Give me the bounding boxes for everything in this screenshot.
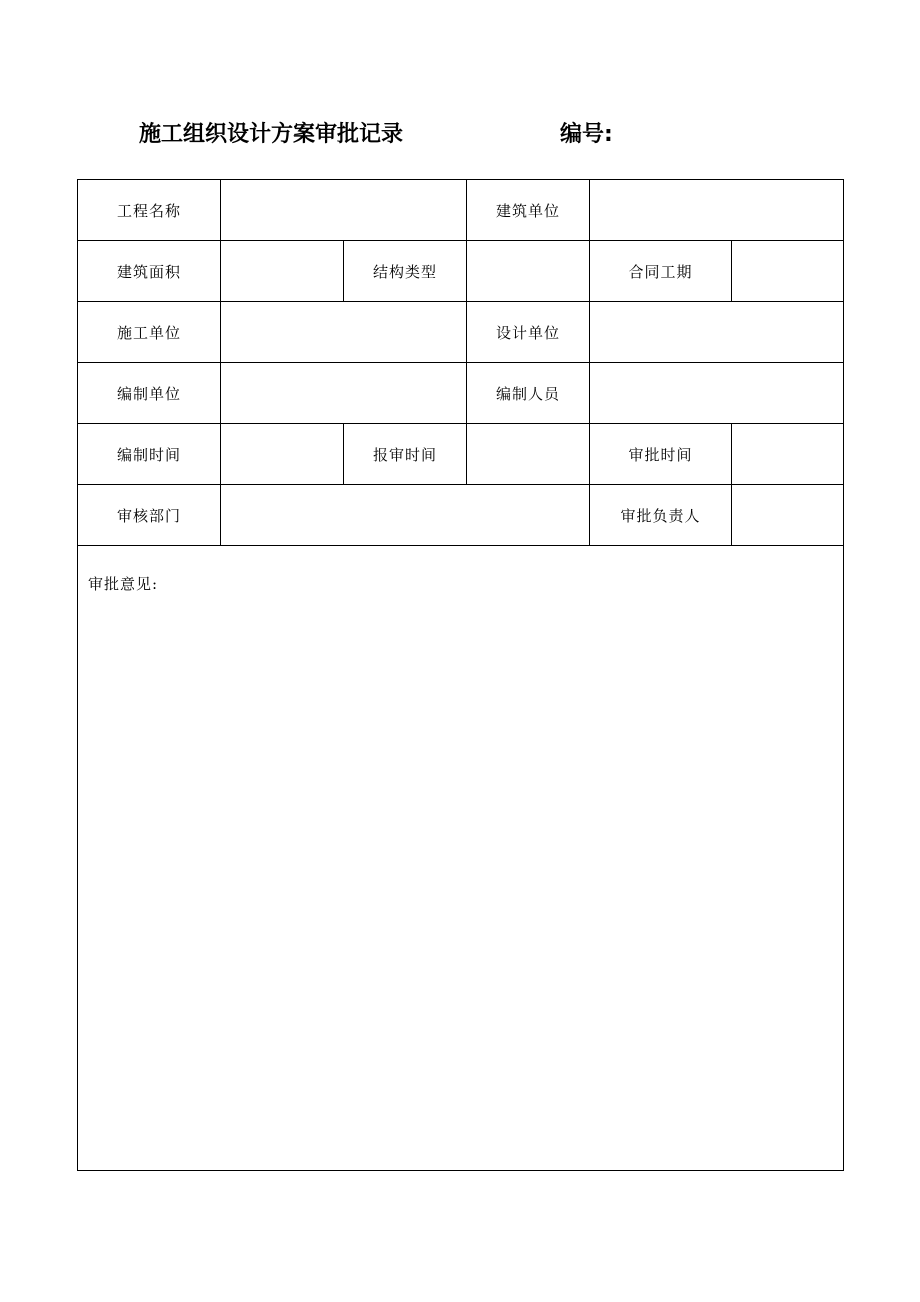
compiling-unit-field[interactable] xyxy=(221,363,467,424)
form-row-project xyxy=(78,180,844,241)
form-row-opinion xyxy=(78,546,844,1171)
construction-unit-field[interactable] xyxy=(590,180,844,241)
contractor-field[interactable] xyxy=(221,302,467,363)
approval-form-table xyxy=(77,179,844,1171)
contract-period-label: 合同工期 xyxy=(590,241,732,302)
approval-time-label: 审批时间 xyxy=(590,424,732,485)
design-unit-field[interactable] xyxy=(590,302,844,363)
document-number-label: 编号: xyxy=(560,122,613,147)
page-title: 施工组织设计方案审批记录 xyxy=(139,122,404,147)
compiler-label: 编制人员 xyxy=(467,363,590,424)
form-row-contractor xyxy=(78,302,844,363)
approval-opinion-label: 审批意见: xyxy=(88,575,159,593)
review-dept-field[interactable] xyxy=(221,485,590,546)
design-unit-label: 设计单位 xyxy=(467,302,590,363)
project-name-label: 工程名称 xyxy=(78,180,221,241)
form-row-compiling xyxy=(78,363,844,424)
structure-type-field[interactable] xyxy=(467,241,590,302)
form-row-review xyxy=(78,485,844,546)
compiler-field[interactable] xyxy=(590,363,844,424)
construction-unit-label: 建筑单位 xyxy=(467,180,590,241)
compile-time-field[interactable] xyxy=(221,424,344,485)
project-name-field[interactable] xyxy=(221,180,467,241)
structure-type-label: 结构类型 xyxy=(344,241,467,302)
compile-time-label: 编制时间 xyxy=(78,424,221,485)
approver-field[interactable] xyxy=(732,485,844,546)
form-row-area xyxy=(78,241,844,302)
approval-time-field[interactable] xyxy=(732,424,844,485)
compiling-unit-label: 编制单位 xyxy=(78,363,221,424)
review-dept-label: 审核部门 xyxy=(78,485,221,546)
approver-label: 审批负责人 xyxy=(590,485,732,546)
building-area-label: 建筑面积 xyxy=(78,241,221,302)
building-area-field[interactable] xyxy=(221,241,344,302)
contractor-label: 施工单位 xyxy=(78,302,221,363)
approval-opinion-area[interactable] xyxy=(78,546,844,1171)
submit-time-label: 报审时间 xyxy=(344,424,467,485)
contract-period-field[interactable] xyxy=(732,241,844,302)
submit-time-field[interactable] xyxy=(467,424,590,485)
form-row-times xyxy=(78,424,844,485)
